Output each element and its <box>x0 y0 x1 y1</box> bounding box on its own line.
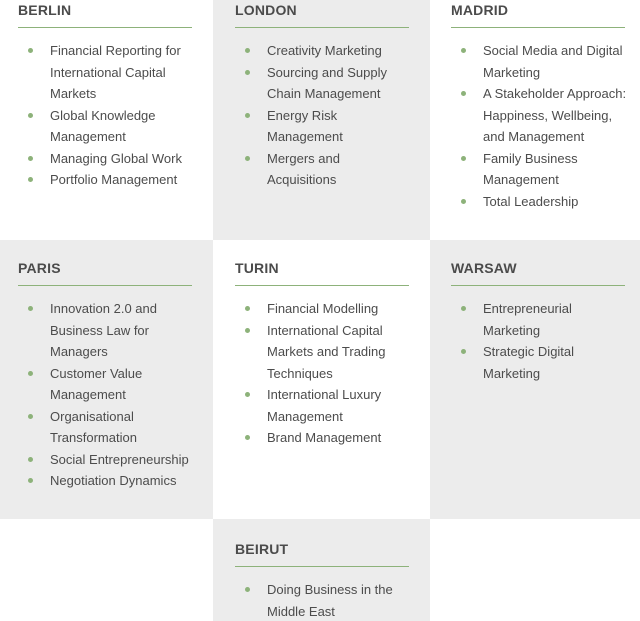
course-item <box>18 169 195 191</box>
city-card-berlin <box>0 0 213 240</box>
course-item <box>18 449 195 471</box>
course-item <box>235 40 412 62</box>
bullet-dot-icon <box>28 306 33 311</box>
course-title: Social Media and Digital Marketing <box>483 43 623 80</box>
course-item <box>235 148 412 191</box>
city-card-london <box>213 0 430 240</box>
course-item <box>451 83 628 148</box>
course-title: International Luxury Management <box>267 387 382 424</box>
heading-divider <box>451 285 625 286</box>
city-card-madrid <box>430 0 640 240</box>
bullet-dot-icon <box>245 70 250 75</box>
course-title: Total Leadership <box>483 193 579 209</box>
bullet-dot-icon <box>28 113 33 118</box>
course-title: Entrepreneurial Marketing <box>483 301 572 338</box>
bullet-dot-icon <box>461 48 466 53</box>
course-item <box>18 363 195 406</box>
city-heading: BERLIN <box>18 2 72 18</box>
course-item <box>451 148 628 191</box>
course-list <box>18 40 195 191</box>
course-title: Financial Reporting for International Capital Markets <box>50 43 181 101</box>
course-item <box>18 298 195 363</box>
course-item <box>18 105 195 148</box>
bullet-dot-icon <box>28 414 33 419</box>
course-list <box>451 298 628 384</box>
course-title: Social Entrepreneurship <box>50 451 189 467</box>
bullet-dot-icon <box>245 328 250 333</box>
city-heading: TURIN <box>235 260 279 276</box>
course-title: Strategic Digital Marketing <box>483 344 575 381</box>
bullet-dot-icon <box>461 349 466 354</box>
city-heading: WARSAW <box>451 260 517 276</box>
bullet-dot-icon <box>28 48 33 53</box>
heading-divider <box>451 27 625 28</box>
bullet-dot-icon <box>245 306 250 311</box>
city-card-warsaw <box>430 240 640 519</box>
city-heading: MADRID <box>451 2 509 18</box>
course-title: Brand Management <box>267 430 382 445</box>
heading-divider <box>18 27 192 28</box>
course-title: Mergers and Acquisitions <box>267 150 340 187</box>
course-title: A Stakeholder Approach: Happiness, Wellbeing, and Management <box>483 86 627 144</box>
city-heading: BEIRUT <box>235 541 289 557</box>
course-title: Sourcing and Supply Chain Management <box>267 64 387 101</box>
course-list <box>451 40 628 212</box>
city-card-paris <box>0 240 213 519</box>
bullet-dot-icon <box>245 587 250 592</box>
course-title: International Capital Markets and Trading Techniques <box>267 322 386 381</box>
course-item <box>451 298 628 341</box>
course-item <box>451 40 628 83</box>
course-title: Creativity Marketing <box>267 43 382 58</box>
city-card-beirut <box>213 519 430 621</box>
bullet-dot-icon <box>28 371 33 376</box>
course-title: Negotiation Dynamics <box>50 473 177 488</box>
city-card-turin <box>213 240 430 519</box>
course-title: Energy Risk Management <box>267 107 343 144</box>
course-title: Managing Global Work <box>50 150 182 166</box>
bullet-dot-icon <box>245 48 250 53</box>
bullet-dot-icon <box>28 457 33 462</box>
bullet-dot-icon <box>28 156 33 161</box>
course-title: Portfolio Management <box>50 172 178 187</box>
bullet-dot-icon <box>245 392 250 397</box>
course-title: Global Knowledge Management <box>50 107 156 144</box>
course-item <box>235 62 412 105</box>
course-title: Customer Value Management <box>50 365 143 402</box>
course-list <box>235 298 412 449</box>
course-item <box>18 148 195 170</box>
bullet-dot-icon <box>245 156 250 161</box>
course-item <box>18 470 195 492</box>
course-title: Family Business Management <box>483 150 578 187</box>
course-item <box>235 105 412 148</box>
bullet-dot-icon <box>28 478 33 483</box>
course-list <box>235 40 412 191</box>
bullet-dot-icon <box>461 91 466 96</box>
bullet-dot-icon <box>245 113 250 118</box>
course-title: Innovation 2.0 and Business Law for Managers <box>50 301 157 359</box>
course-item <box>18 40 195 105</box>
heading-divider <box>235 27 409 28</box>
course-item <box>235 579 412 621</box>
bullet-dot-icon <box>461 199 466 204</box>
course-title: Financial Modelling <box>267 301 379 316</box>
bullet-dot-icon <box>28 177 33 182</box>
course-item <box>235 384 412 427</box>
course-item <box>235 320 412 385</box>
course-list <box>18 298 195 492</box>
bullet-dot-icon <box>461 156 466 161</box>
city-heading: PARIS <box>18 260 61 276</box>
heading-divider <box>235 566 409 567</box>
bullet-dot-icon <box>461 306 466 311</box>
course-item <box>18 406 195 449</box>
course-item <box>451 191 628 213</box>
city-heading: LONDON <box>235 2 297 18</box>
heading-divider <box>18 285 192 286</box>
heading-divider <box>235 285 409 286</box>
course-title: Organisational Transformation <box>50 408 137 445</box>
course-item <box>235 298 412 320</box>
course-list <box>235 579 412 621</box>
bullet-dot-icon <box>245 435 250 440</box>
course-item <box>235 427 412 449</box>
course-item <box>451 341 628 384</box>
course-title: Doing Business in the Middle East <box>267 582 393 619</box>
